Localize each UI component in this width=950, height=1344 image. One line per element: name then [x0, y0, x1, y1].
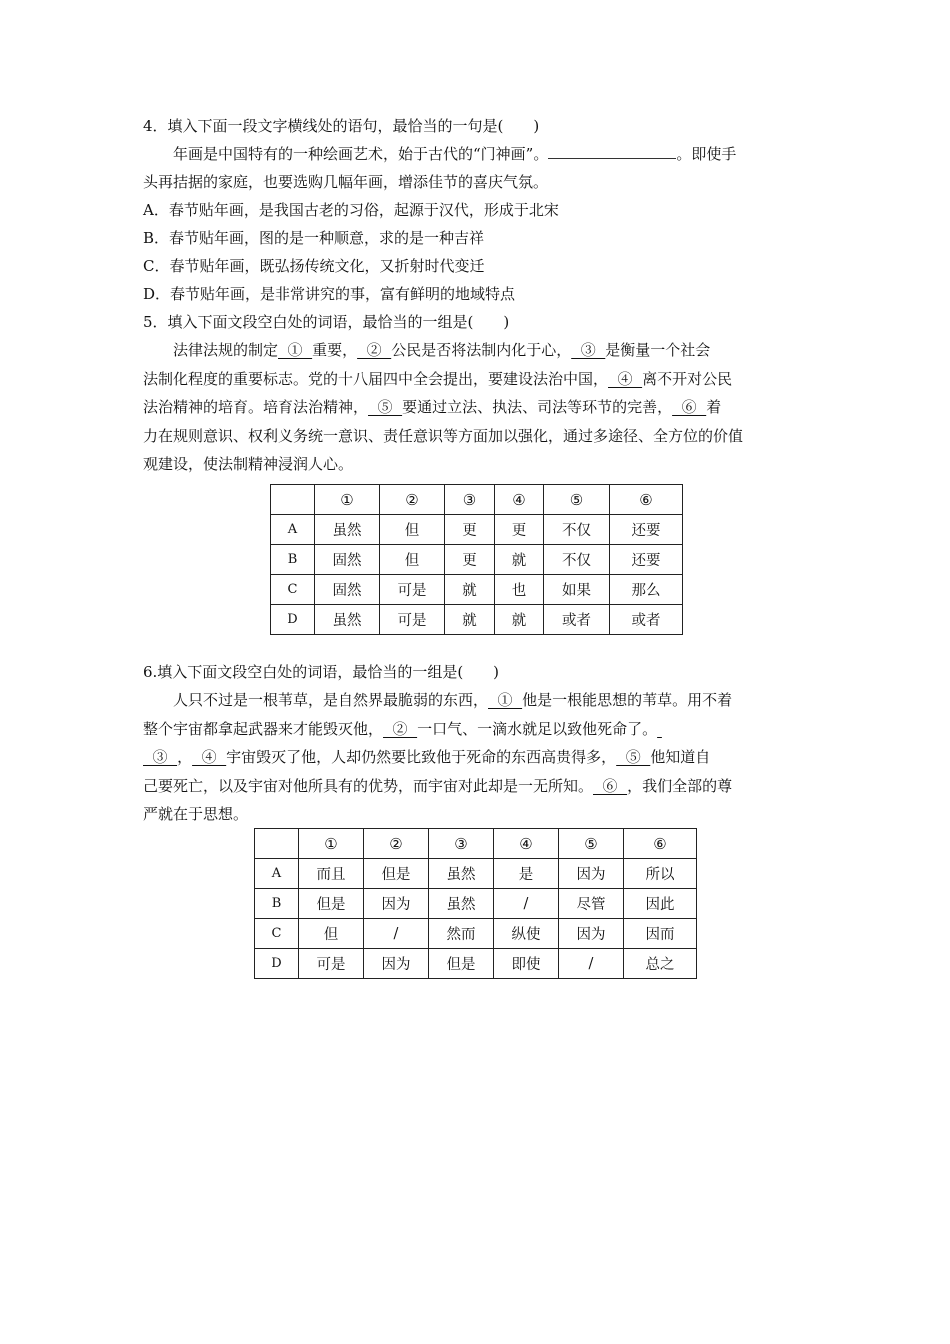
- table-cell: 更: [495, 515, 544, 545]
- q6-text: 他知道自: [650, 748, 711, 766]
- table-cell: 不仅: [544, 545, 610, 575]
- table-cell: 但: [299, 919, 364, 949]
- q6-text: ，: [177, 748, 193, 766]
- table-cell: 固然: [315, 575, 380, 605]
- table-cell: D: [271, 605, 315, 635]
- table-cell: 可是: [380, 575, 445, 605]
- table-row: [255, 949, 697, 979]
- table-cell: 固然: [315, 545, 380, 575]
- table-cell: A: [255, 859, 299, 889]
- table-cell: 因而: [624, 919, 697, 949]
- table-cell: [255, 829, 299, 859]
- q4-option-c: C．春节贴年画，既弘扬传统文化，又折射时代变迁: [143, 257, 485, 275]
- table-cell: 那么: [610, 575, 683, 605]
- q5-text: 法治精神的培育。培育法治精神，: [143, 398, 369, 416]
- q4-option-d: D．春节贴年画，是非常讲究的事，富有鲜明的地域特点: [143, 285, 516, 303]
- table-cell: 还要: [610, 545, 683, 575]
- table-cell: 但是: [364, 859, 429, 889]
- table-cell: [271, 485, 315, 515]
- q4-option-b: B．春节贴年画，图的是一种顺意，求的是一种吉祥: [143, 229, 485, 247]
- q5-passage-line-1: [143, 336, 810, 365]
- table-cell: 更: [445, 515, 495, 545]
- q5-text: 公民是否将法制内化于心，: [391, 341, 572, 359]
- table-cell: 但: [380, 545, 445, 575]
- table-cell: 而且: [299, 859, 364, 889]
- table-cell: 虽然: [429, 859, 494, 889]
- q6-stem: 6.填入下面文段空白处的词语，最恰当的一组是( ): [143, 663, 500, 681]
- q5-blank-4: ④: [608, 369, 643, 388]
- question-6: [143, 658, 810, 829]
- q6-blank-2: ②: [383, 719, 418, 738]
- table-cell: 是: [494, 859, 559, 889]
- table-cell: ④: [494, 829, 559, 859]
- table-cell: 即使: [494, 949, 559, 979]
- q6-text: 一口气、一滴水就足以致他死命了。: [417, 719, 658, 738]
- table-cell: 因此: [624, 889, 697, 919]
- table-cell: 或者: [544, 605, 610, 635]
- table-cell: 但是: [429, 949, 494, 979]
- q6-passage-line-3: [143, 743, 810, 772]
- q6-blank-6: ⑥: [593, 776, 628, 795]
- table-row: [271, 515, 683, 545]
- q5-text: 法律法规的制定: [173, 341, 279, 359]
- table-cell: B: [271, 545, 315, 575]
- q4-passage-text: 年画是中国特有的一种绘画艺术，始于古代的“门神画”。: [173, 145, 549, 163]
- table-cell: 虽然: [429, 889, 494, 919]
- q5-passage-line-4: 力在规则意识、权利义务统一意识、责任意识等方面加以强化，通过多途径、全方位的价值: [143, 426, 744, 445]
- q5-passage-line-3: [143, 393, 810, 422]
- q5-text: 离不开对公民: [642, 369, 733, 388]
- table-cell: A: [271, 515, 315, 545]
- document-page: [143, 112, 810, 479]
- table-cell: 虽然: [315, 515, 380, 545]
- q4-answer-blank: [548, 144, 676, 159]
- table-cell: 还要: [610, 515, 683, 545]
- table-cell: 但是: [299, 889, 364, 919]
- table-cell: 纵使: [494, 919, 559, 949]
- q5-text: 法制化程度的重要标志。党的十八届四中全会提出，要建设法治中国，: [143, 369, 609, 388]
- table-cell: 虽然: [315, 605, 380, 635]
- q6-blank-5: ⑤: [616, 748, 651, 766]
- table-cell: C: [271, 575, 315, 605]
- table-cell: 尽管: [559, 889, 624, 919]
- q5-text: 着: [706, 398, 722, 416]
- q6-text: 己要死亡，以及宇宙对他所具有的优势，而宇宙对此却是一无所知。: [143, 776, 594, 795]
- q4-stem: 4．填入下面一段文字横线处的语句，最恰当的一句是( ): [143, 117, 540, 135]
- table-header-row: [255, 829, 697, 859]
- table-cell: 就: [445, 605, 495, 635]
- q6-blank-3-start: [657, 720, 662, 738]
- table-cell: 因为: [364, 889, 429, 919]
- table-cell: 可是: [380, 605, 445, 635]
- table-cell: 如果: [544, 575, 610, 605]
- table-row: [255, 859, 697, 889]
- table-cell: /: [559, 949, 624, 979]
- table-header-row: [271, 485, 683, 515]
- q6-passage-line-1: [143, 686, 810, 715]
- q5-blank-6: ⑥: [672, 398, 707, 416]
- q6-text: 他是一根能思想的苇草。用不着: [522, 691, 733, 709]
- table-cell: B: [255, 889, 299, 919]
- q5-blank-3: ③: [571, 341, 606, 359]
- q5-blank-5: ⑤: [368, 398, 403, 416]
- table-cell: 因为: [559, 919, 624, 949]
- table-cell: 然而: [429, 919, 494, 949]
- table-row: [271, 605, 683, 635]
- table-cell: ⑥: [624, 829, 697, 859]
- q5-text: 重要，: [312, 341, 358, 359]
- q4-passage-line-2: 头再拮据的家庭，也要选购几幅年画，增添佳节的喜庆气氛。: [143, 173, 549, 191]
- table-cell: 也: [495, 575, 544, 605]
- table-cell: D: [255, 949, 299, 979]
- table-cell: /: [364, 919, 429, 949]
- table-cell: 就: [495, 605, 544, 635]
- table-cell: ②: [380, 485, 445, 515]
- table-cell: ①: [299, 829, 364, 859]
- q6-text: 人只不过是一根苇草，是自然界最脆弱的东西，: [173, 691, 489, 709]
- q5-text: 要通过立法、执法、司法等环节的完善，: [402, 398, 673, 416]
- table-cell: ②: [364, 829, 429, 859]
- q6-passage-line-5: 严就在于思想。: [143, 805, 249, 823]
- q4-passage-line-1: [143, 140, 810, 168]
- table-row: [271, 545, 683, 575]
- table-cell: ④: [495, 485, 544, 515]
- table-cell: 不仅: [544, 515, 610, 545]
- table-cell: C: [255, 919, 299, 949]
- table-cell: 就: [495, 545, 544, 575]
- q6-text: ，我们全部的尊: [627, 776, 733, 795]
- q6-text: 整个宇宙都拿起武器来才能毁灭他，: [143, 719, 384, 738]
- q6-passage-line-2: [143, 715, 810, 744]
- table-cell: 所以: [624, 859, 697, 889]
- table-cell: ⑤: [559, 829, 624, 859]
- q5-text: 是衡量一个社会: [605, 341, 711, 359]
- table-cell: 就: [445, 575, 495, 605]
- q6-blank-3: ③: [143, 748, 178, 766]
- table-cell: ⑥: [610, 485, 683, 515]
- table-row: [255, 889, 697, 919]
- table-cell: 可是: [299, 949, 364, 979]
- q4-passage-text-end: 。即使手: [676, 145, 737, 163]
- table-cell: 因为: [364, 949, 429, 979]
- q5-stem: 5．填入下面文段空白处的词语，最恰当的一组是( ): [143, 313, 510, 331]
- q6-answer-table: [254, 828, 697, 979]
- q6-text: 宇宙毁灭了他，人却仍然要比致他于死命的东西高贵得多，: [226, 748, 617, 766]
- q6-blank-4: ④: [192, 748, 227, 766]
- table-cell: ①: [315, 485, 380, 515]
- q5-blank-1: ①: [278, 341, 313, 359]
- q6-blank-1: ①: [488, 691, 523, 709]
- table-cell: 或者: [610, 605, 683, 635]
- table-cell: /: [494, 889, 559, 919]
- table-cell: 但: [380, 515, 445, 545]
- q5-answer-table: [270, 484, 683, 635]
- q6-passage-line-4: [143, 772, 810, 801]
- table-cell: ③: [445, 485, 495, 515]
- table-cell: 总之: [624, 949, 697, 979]
- q4-option-a: A．春节贴年画，是我国古老的习俗，起源于汉代，形成于北宋: [143, 201, 559, 219]
- table-cell: 因为: [559, 859, 624, 889]
- q5-blank-2: ②: [357, 341, 392, 359]
- q5-passage-line-2: [143, 365, 810, 394]
- table-row: [255, 919, 697, 949]
- q5-passage-line-5: 观建设，使法制精神浸润人心。: [143, 455, 354, 473]
- table-row: [271, 575, 683, 605]
- table-cell: ③: [429, 829, 494, 859]
- table-cell: ⑤: [544, 485, 610, 515]
- table-cell: 更: [445, 545, 495, 575]
